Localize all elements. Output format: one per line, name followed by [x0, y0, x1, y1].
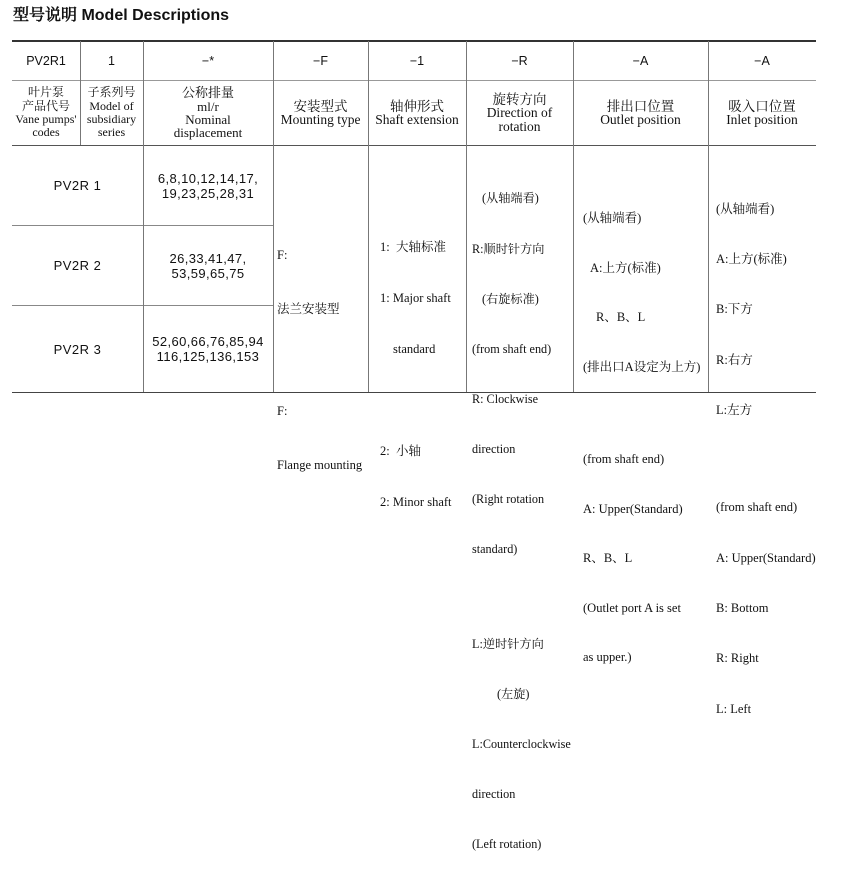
outlet-position-line: as upper.) [583, 650, 632, 664]
outlet-position-line: (from shaft end) [583, 452, 665, 466]
mounting-type-line: 法兰安装型 [277, 302, 340, 316]
header-line: Shaft extension [375, 112, 459, 127]
header-line: 旋转方向 [492, 91, 547, 107]
mounting-type-line: Flange mounting [277, 458, 363, 472]
displacement-line: 52,60,66,76,85,94 [152, 334, 264, 349]
spacer [716, 453, 816, 466]
rotation-line: (Left rotation) [472, 837, 542, 852]
rotation-line: R: Clockwise [472, 391, 539, 406]
displacement-line: 116,125,136,153 [156, 349, 260, 364]
inlet-position-line: L: Left [716, 701, 752, 716]
mounting-type-cell [277, 210, 367, 510]
inlet-position-line: L:左方 [716, 403, 753, 418]
outlet-position-line: (Outlet port A is set [583, 600, 681, 615]
code-cell-mounting-type: −F [313, 53, 328, 68]
rotation-line: direction [472, 787, 516, 802]
shaft-extension-line: 1: 大轴标准 [380, 240, 446, 254]
rotation-line: (右旋标准) [482, 291, 539, 306]
header-line: displacement [173, 125, 243, 141]
header-displacement [143, 81, 273, 145]
outlet-position-line: R、B、L [583, 551, 633, 565]
inlet-position-line: (从轴端看) [716, 201, 775, 216]
code-cell-outlet-position: −A [632, 53, 649, 68]
header-line: rotation [498, 118, 541, 134]
header-line: 子系列号 [87, 85, 136, 100]
inlet-position-line: B:下方 [716, 302, 753, 317]
outlet-position-line: R、B、L [596, 310, 646, 324]
outlet-position-line: A: Upper(Standard) [583, 501, 683, 516]
spacer [583, 408, 708, 418]
header-line: Mounting type [280, 112, 361, 127]
displacement-line: 19,23,25,28,31 [161, 185, 255, 201]
displacement-list-2 [143, 226, 273, 305]
header-rotation [466, 81, 573, 145]
header-line: 产品代号 [21, 98, 70, 113]
outlet-position-line: (排出口A设定为上方) [583, 359, 701, 374]
series-model-2: PV2R 2 [53, 258, 102, 273]
rotation-line: R:顺时针方向 [472, 241, 545, 256]
rotation-line: (从轴端看) [482, 191, 539, 206]
header-line: Direction of [486, 105, 553, 121]
rotation-line: standard) [472, 542, 518, 557]
header-subsidiary-series [80, 81, 143, 145]
shaft-extension-line: standard [393, 342, 436, 356]
displacement-line: 26,33,41,47, [169, 250, 247, 266]
header-line: subsidiary [86, 112, 137, 126]
header-line: ml/r [197, 98, 219, 114]
shaft-extension-line: 2: 小轴 [380, 444, 421, 458]
page-title: 型号说明 Model Descriptions [13, 7, 230, 24]
shaft-extension-line: 2: Minor shaft [380, 495, 452, 509]
header-line: Nominal [185, 112, 231, 127]
inlet-position-line: A: Upper(Standard) [716, 550, 816, 565]
rotation-line: L:Counterclockwise [472, 736, 571, 751]
displacement-list-3 [143, 306, 273, 392]
code-cell-subsidiary-series: 1 [108, 53, 115, 68]
mounting-type-line: F: [277, 404, 288, 418]
rotation-line: (左旋) [497, 686, 530, 701]
header-line: 排出口位置 [606, 98, 675, 114]
displacement-list-1 [143, 146, 273, 225]
outlet-position-cell [583, 177, 708, 699]
rotation-cell [472, 157, 573, 886]
displacement-line: 53,59,65,75 [171, 265, 245, 281]
displacement-line: 6,8,10,12,14,17, [157, 170, 259, 186]
spacer [472, 591, 573, 602]
header-line: codes [32, 125, 60, 140]
shaft-extension-cell [380, 205, 466, 545]
outlet-position-line: (从轴端看) [583, 211, 642, 225]
series-model-3: PV2R 3 [53, 341, 102, 357]
inlet-position-line: R: Right [716, 651, 759, 666]
inlet-position-cell [716, 167, 816, 751]
header-shaft-extension [368, 81, 466, 145]
code-cell-displacement: −* [201, 53, 215, 68]
rotation-line: direction [472, 441, 516, 456]
inlet-position-line: B: Bottom [716, 600, 769, 615]
inlet-position-line: A:上方(标准) [716, 251, 787, 266]
header-line: 叶片泵 [27, 85, 64, 100]
header-line: 轴伸形式 [390, 98, 444, 114]
code-cell-shaft-extension: −1 [409, 53, 425, 68]
mounting-type-line: F: [277, 248, 288, 262]
header-mounting-type [273, 81, 368, 145]
header-line: 安装型式 [293, 98, 348, 114]
outlet-position-line: A:上方(标准) [590, 260, 661, 275]
header-line: Inlet position [726, 112, 798, 127]
code-cell-rotation: −R [511, 53, 528, 68]
code-cell-inlet-position: −A [754, 53, 770, 68]
header-pump-code [12, 81, 80, 145]
series-model-1: PV2R 1 [53, 178, 102, 193]
inlet-position-line: (from shaft end) [716, 500, 798, 515]
spacer [380, 392, 466, 409]
header-line: 吸入口位置 [728, 98, 796, 114]
header-line: 公称排量 [181, 85, 234, 101]
inlet-position-line: R:右方 [716, 352, 753, 367]
header-line: series [97, 125, 126, 140]
header-line: Vane pumps' [15, 112, 77, 126]
shaft-extension-line: 1: Major shaft [380, 291, 451, 305]
rotation-line: (from shaft end) [472, 341, 552, 356]
header-outlet-position [573, 81, 708, 145]
spacer [277, 354, 367, 366]
code-cell-pump-code: PV2R1 [26, 53, 66, 68]
header-line: Model of [89, 98, 134, 113]
rotation-line: L:逆时针方向 [472, 636, 544, 651]
header-inlet-position [708, 81, 816, 145]
header-line: Outlet position [600, 112, 681, 127]
rotation-line: (Right rotation [472, 492, 545, 507]
